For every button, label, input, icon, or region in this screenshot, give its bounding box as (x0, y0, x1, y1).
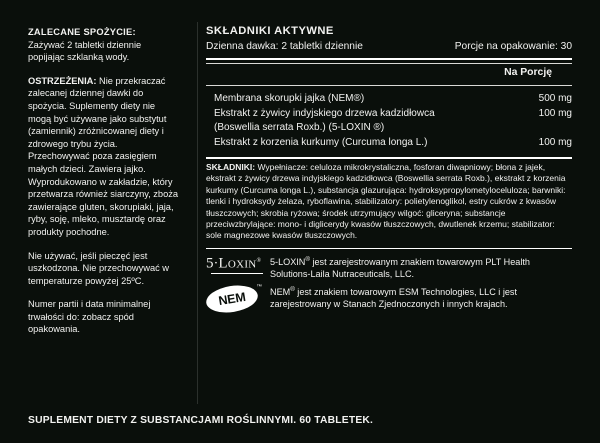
warnings-heading: OSTRZEŻENIA: (28, 75, 97, 86)
column-divider (197, 22, 198, 404)
per-serving-header: Na Porcję (504, 67, 552, 78)
other-ingredients-block (206, 157, 572, 241)
nem-logo-wrap (206, 284, 268, 314)
trademark-statement: jest zarejestrowanym znakiem towarowym PLT Health Solutions-Laila Nutraceuticals, LLC. (270, 257, 530, 280)
trademark-statement: jest znakiem towarowym ESM Technologies, LLC i jest zarejestrowany w Stanach Zjednoczonych i innych krajach. (270, 287, 517, 310)
logo-five: 5 (206, 256, 214, 273)
trademark-row-loxin (206, 254, 572, 280)
ingredient-name: Membrana skorupki jajka (NEM®) (214, 93, 365, 104)
trademark-row-nem (206, 284, 572, 314)
5-loxin-logo (206, 254, 261, 274)
left-info-column (28, 26, 180, 336)
ingredient-name-continued: (Boswellia serrata Roxb.) (5-LOXIN ®) (214, 122, 385, 134)
warnings-text: Nie przekraczać zalecanej dziennej dawki do spożycia. Suplementy diety nie mogą być używane jako substytut (zamiennik) zróżnicowanej diety i zdrowego trybu życia. Przechowywać poza zasięgiem małych dzieci. Zawiera jajko. Wyprodukowano w zakładzie, który przetwarza również siarczyny, zboża zawierające gluten, skorupiaki, jaja, ryby, soję, mleko, musztardę oraz produkty pochodne. (28, 75, 178, 237)
logo-dot: · (213, 257, 219, 273)
servings-per-container-text: Porcje na opakowanie: 30 (454, 41, 572, 52)
table-row (206, 92, 572, 107)
logo-word: Loxin (218, 256, 257, 273)
directions-block (28, 26, 180, 64)
nem-logo-text: NEM (217, 290, 247, 309)
rule-above-trademarks (206, 248, 572, 250)
rule-thin-lower (206, 85, 572, 86)
other-ingredients-text (206, 159, 572, 242)
nem-trademark-mark: ™ (256, 284, 262, 291)
trademark-text-nem (268, 284, 572, 310)
seal-warning-text: Nie używać, jeśli pieczęć jest uszkodzona. Nie przechowywać w temperaturze powyżej 25ºC. (28, 250, 169, 286)
footer-text: SUPLEMENT DIETY Z SUBSTANCJAMI ROŚLINNYMI. 60 TABLETEK. (28, 415, 374, 426)
registered-mark: ® (305, 256, 310, 264)
ingredient-name: Ekstrakt z żywicy indyjskiego drzewa kadzidłowca (214, 107, 435, 119)
ingredient-amount: 100 mg (538, 136, 572, 148)
directions-text: Zażywać 2 tabletki dziennie popijając szklanką wody. (28, 39, 142, 63)
trademark-text-loxin (268, 254, 572, 280)
rule-under-dose (206, 58, 572, 60)
supplement-facts-panel (206, 24, 572, 318)
nem-logo (206, 284, 262, 314)
table-row (206, 136, 572, 151)
5-loxin-logo-wrap (206, 254, 268, 274)
trademark-block (206, 254, 572, 314)
table-row (206, 107, 572, 122)
directions-heading: ZALECANE SPOŻYCIE: (28, 27, 136, 37)
logo-registered-mark: ® (256, 258, 262, 265)
daily-dose-text: Dzienna dawka: 2 tabletki dziennie (206, 41, 363, 52)
active-ingredients-table (206, 92, 572, 150)
logo-underline (211, 273, 263, 274)
trademark-name: 5-LOXIN (270, 257, 306, 268)
panel-title: SKŁADNIKI AKTYWNE (206, 25, 334, 37)
trademark-name: NEM (270, 287, 291, 298)
dose-row (206, 40, 572, 54)
warnings-block (28, 75, 180, 239)
batch-info-text: Numer partii i data minimalnej trwałości do: zobacz spód opakowania. (28, 299, 151, 335)
registered-mark: ® (290, 286, 295, 294)
ingredient-amount: 100 mg (538, 107, 572, 119)
ingredient-name: Ekstrakt z korzenia kurkumy (Curcuma longa L.) (214, 136, 428, 148)
ingredients-heading: SKŁADNIKI: (206, 161, 256, 172)
ingredient-amount: 500 mg (538, 93, 572, 104)
ingredients-body: Wypełniacze: celuloza mikrokrystaliczna, fosforan diwapniowy; błona z jajek, ekstrakt z żywicy drzewa indyjskiego kadzidłowca (Boswellia serrata Roxb.), ekstrakt z korzenia kurkumy (Curcuma longa L.), substancja glazurująca: hydroksypropylometyloceluloza; barwniki: tlenki i hydroksydy żelaza, ryboflawina, stabilizatory: polietylenoglikol, estry cukrów z kwasów tłuszczowych; skrobia ryżowa; środek utrzymujący wilgoć: gliceryna; substancje przeciwzbrylające: mono- i diglicerydy kwasów tłuszczowych, dwutlenek krzemu; stabilizator: sole magnezowe kwasów tłuszczowych. (206, 161, 566, 241)
